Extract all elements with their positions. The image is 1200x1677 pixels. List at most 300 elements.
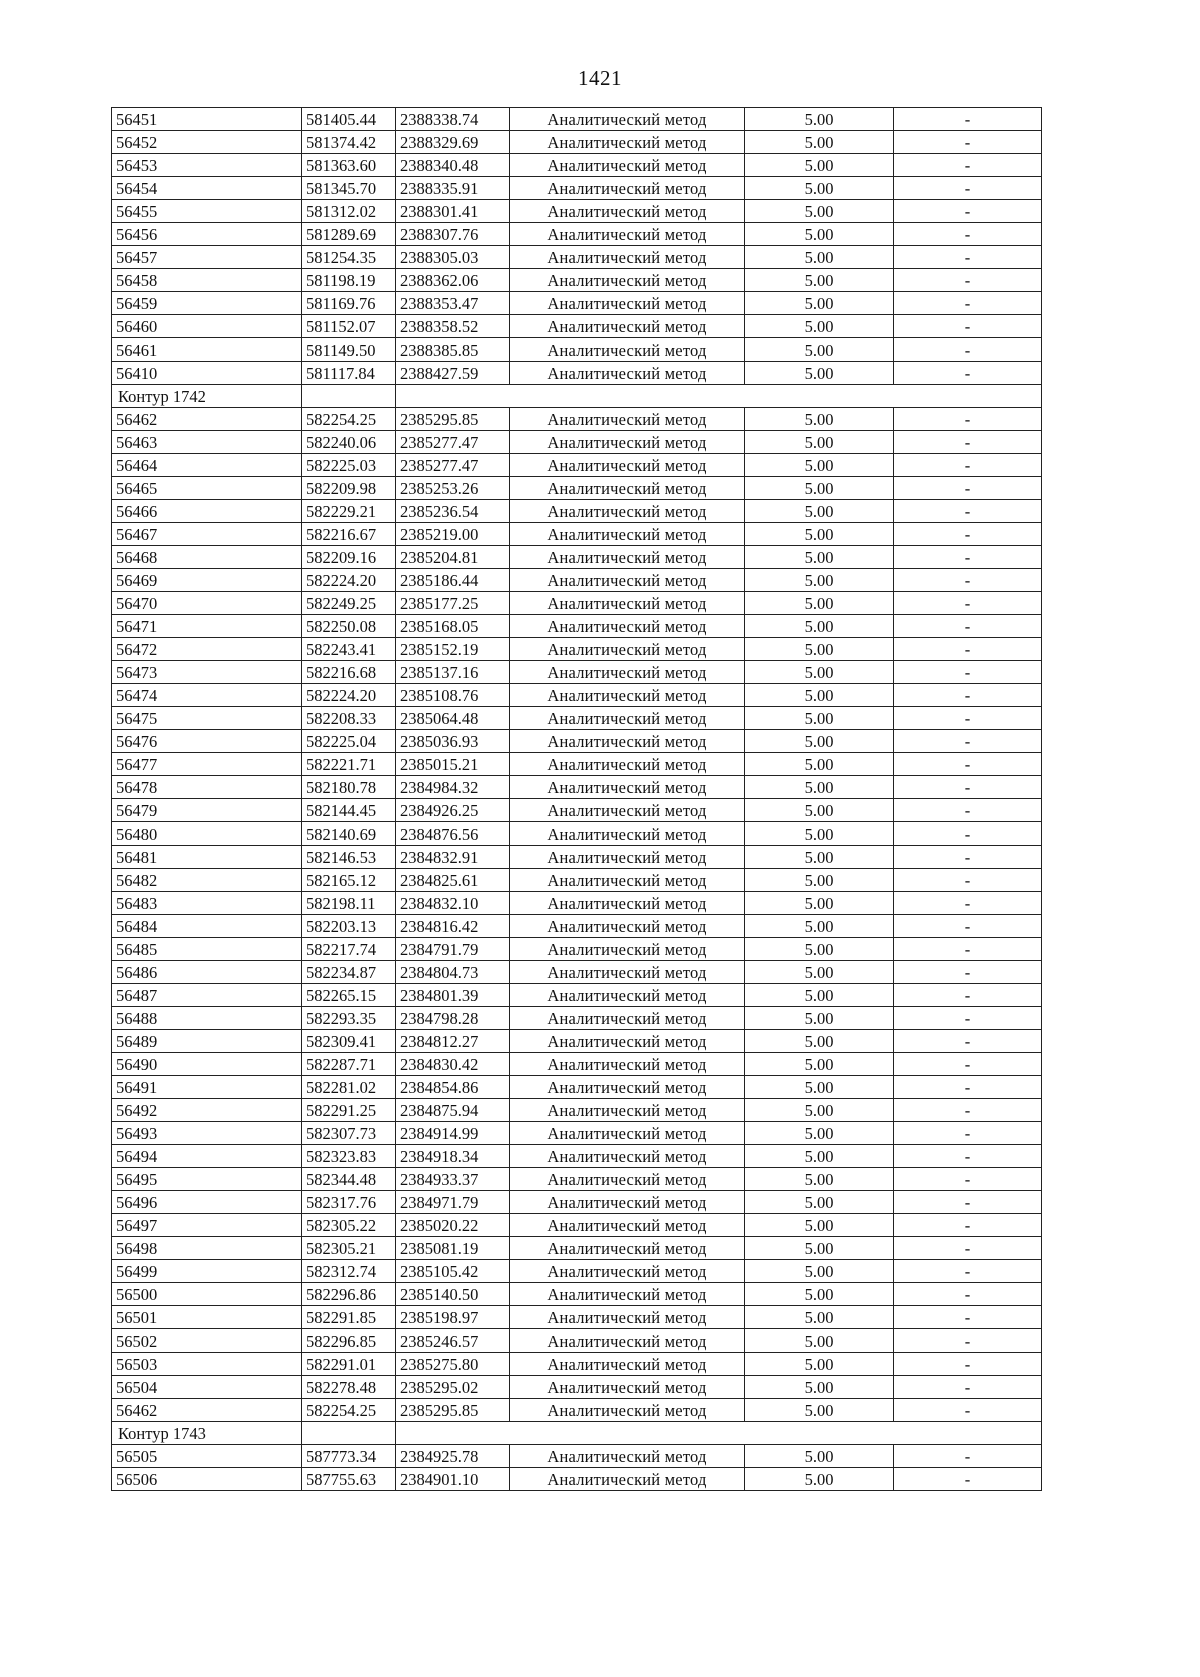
y-coordinate-cell: 2385186.44 [396,568,510,591]
table-row [112,476,1042,499]
table-row [112,430,1042,453]
x-coordinate-cell: 581289.69 [302,223,396,246]
coordinates-table [111,107,1042,1491]
x-coordinate-cell: 582234.87 [302,960,396,983]
table-row [112,200,1042,223]
point-number-cell: 56503 [112,1352,302,1375]
accuracy-cell: 5.00 [745,292,894,315]
method-cell: Аналитический метод [510,799,745,822]
x-coordinate-cell: 582216.68 [302,661,396,684]
extra-cell: - [894,269,1042,292]
method-cell: Аналитический метод [510,1052,745,1075]
point-number-cell: 56468 [112,545,302,568]
extra-cell: - [894,361,1042,384]
y-coordinate-cell: 2388329.69 [396,131,510,154]
table-row [112,1306,1042,1329]
extra-cell: - [894,200,1042,223]
table-row [112,684,1042,707]
accuracy-cell: 5.00 [745,1191,894,1214]
contour-label: Контур 1743 [112,1421,302,1444]
accuracy-cell: 5.00 [745,868,894,891]
table-row [112,1444,1042,1467]
extra-cell: - [894,845,1042,868]
x-coordinate-cell: 581149.50 [302,338,396,361]
method-cell: Аналитический метод [510,684,745,707]
method-cell: Аналитический метод [510,1099,745,1122]
extra-cell: - [894,1237,1042,1260]
y-coordinate-cell: 2384832.91 [396,845,510,868]
method-cell: Аналитический метод [510,1237,745,1260]
table-row [112,522,1042,545]
method-cell: Аналитический метод [510,753,745,776]
point-number-cell: 56497 [112,1214,302,1237]
y-coordinate-cell: 2384816.42 [396,914,510,937]
extra-cell: - [894,1444,1042,1467]
method-cell: Аналитический метод [510,453,745,476]
method-cell: Аналитический метод [510,407,745,430]
y-coordinate-cell: 2384876.56 [396,822,510,845]
accuracy-cell: 5.00 [745,799,894,822]
table-row [112,822,1042,845]
x-coordinate-cell: 582254.25 [302,1398,396,1421]
extra-cell: - [894,545,1042,568]
accuracy-cell: 5.00 [745,361,894,384]
y-coordinate-cell: 2388427.59 [396,361,510,384]
extra-cell: - [894,983,1042,1006]
point-number-cell: 56489 [112,1029,302,1052]
table-row [112,1075,1042,1098]
x-coordinate-cell: 582225.03 [302,453,396,476]
point-number-cell: 56505 [112,1444,302,1467]
x-coordinate-cell: 581374.42 [302,131,396,154]
table-row [112,568,1042,591]
point-number-cell: 56461 [112,338,302,361]
point-number-cell: 56492 [112,1099,302,1122]
method-cell: Аналитический метод [510,361,745,384]
y-coordinate-cell: 2385108.76 [396,684,510,707]
point-number-cell: 56474 [112,684,302,707]
accuracy-cell: 5.00 [745,891,894,914]
table-row [112,707,1042,730]
method-cell: Аналитический метод [510,1122,745,1145]
table-row [112,661,1042,684]
y-coordinate-cell: 2384914.99 [396,1122,510,1145]
y-coordinate-cell: 2385295.85 [396,1398,510,1421]
method-cell: Аналитический метод [510,200,745,223]
table-row [112,845,1042,868]
extra-cell: - [894,1352,1042,1375]
x-coordinate-cell: 582291.25 [302,1099,396,1122]
y-coordinate-cell: 2384830.42 [396,1052,510,1075]
point-number-cell: 56481 [112,845,302,868]
point-number-cell: 56478 [112,776,302,799]
method-cell: Аналитический метод [510,1214,745,1237]
accuracy-cell: 5.00 [745,499,894,522]
method-cell: Аналитический метод [510,591,745,614]
extra-cell: - [894,615,1042,638]
x-coordinate-cell: 582198.11 [302,891,396,914]
y-coordinate-cell: 2385015.21 [396,753,510,776]
table-row [112,1168,1042,1191]
y-coordinate-cell: 2384798.28 [396,1006,510,1029]
method-cell: Аналитический метод [510,615,745,638]
method-cell: Аналитический метод [510,983,745,1006]
table-row [112,361,1042,384]
x-coordinate-cell: 582291.85 [302,1306,396,1329]
extra-cell: - [894,476,1042,499]
method-cell: Аналитический метод [510,430,745,453]
table-row [112,131,1042,154]
extra-cell: - [894,1145,1042,1168]
y-coordinate-cell: 2385204.81 [396,545,510,568]
method-cell: Аналитический метод [510,1145,745,1168]
point-number-cell: 56410 [112,361,302,384]
accuracy-cell: 5.00 [745,1052,894,1075]
x-coordinate-cell: 582209.98 [302,476,396,499]
accuracy-cell: 5.00 [745,1398,894,1421]
table-row [112,545,1042,568]
accuracy-cell: 5.00 [745,568,894,591]
method-cell: Аналитический метод [510,177,745,200]
y-coordinate-cell: 2388385.85 [396,338,510,361]
table-row [112,1191,1042,1214]
point-number-cell: 56483 [112,891,302,914]
empty-cell [302,1421,396,1444]
y-coordinate-cell: 2388340.48 [396,154,510,177]
point-number-cell: 56460 [112,315,302,338]
x-coordinate-cell: 582249.25 [302,591,396,614]
accuracy-cell: 5.00 [745,154,894,177]
extra-cell: - [894,1006,1042,1029]
method-cell: Аналитический метод [510,1352,745,1375]
x-coordinate-cell: 582312.74 [302,1260,396,1283]
method-cell: Аналитический метод [510,338,745,361]
table-row [112,315,1042,338]
extra-cell: - [894,1375,1042,1398]
method-cell: Аналитический метод [510,914,745,937]
extra-cell: - [894,1329,1042,1352]
point-number-cell: 56494 [112,1145,302,1168]
extra-cell: - [894,730,1042,753]
point-number-cell: 56469 [112,568,302,591]
extra-cell: - [894,1306,1042,1329]
y-coordinate-cell: 2384984.32 [396,776,510,799]
extra-cell: - [894,246,1042,269]
method-cell: Аналитический метод [510,960,745,983]
extra-cell: - [894,891,1042,914]
y-coordinate-cell: 2388307.76 [396,223,510,246]
point-number-cell: 56498 [112,1237,302,1260]
table-row [112,799,1042,822]
point-number-cell: 56462 [112,1398,302,1421]
point-number-cell: 56473 [112,661,302,684]
point-number-cell: 56484 [112,914,302,937]
extra-cell: - [894,1191,1042,1214]
point-number-cell: 56464 [112,453,302,476]
coordinates-table-body [112,108,1042,1491]
point-number-cell: 56467 [112,522,302,545]
x-coordinate-cell: 582254.25 [302,407,396,430]
x-coordinate-cell: 582144.45 [302,799,396,822]
table-row [112,1237,1042,1260]
method-cell: Аналитический метод [510,154,745,177]
point-number-cell: 56488 [112,1006,302,1029]
method-cell: Аналитический метод [510,845,745,868]
x-coordinate-cell: 582203.13 [302,914,396,937]
y-coordinate-cell: 2385246.57 [396,1329,510,1352]
point-number-cell: 56486 [112,960,302,983]
y-coordinate-cell: 2384812.27 [396,1029,510,1052]
accuracy-cell: 5.00 [745,914,894,937]
x-coordinate-cell: 582323.83 [302,1145,396,1168]
point-number-cell: 56499 [112,1260,302,1283]
method-cell: Аналитический метод [510,1444,745,1467]
table-row [112,591,1042,614]
x-coordinate-cell: 582291.01 [302,1352,396,1375]
y-coordinate-cell: 2388338.74 [396,108,510,131]
x-coordinate-cell: 587773.34 [302,1444,396,1467]
x-coordinate-cell: 582180.78 [302,776,396,799]
y-coordinate-cell: 2385295.02 [396,1375,510,1398]
x-coordinate-cell: 582293.35 [302,1006,396,1029]
method-cell: Аналитический метод [510,1306,745,1329]
y-coordinate-cell: 2385152.19 [396,638,510,661]
y-coordinate-cell: 2385275.80 [396,1352,510,1375]
y-coordinate-cell: 2384854.86 [396,1075,510,1098]
empty-cell [396,384,1042,407]
x-coordinate-cell: 582217.74 [302,937,396,960]
accuracy-cell: 5.00 [745,522,894,545]
y-coordinate-cell: 2384825.61 [396,868,510,891]
table-row [112,177,1042,200]
accuracy-cell: 5.00 [745,730,894,753]
point-number-cell: 56471 [112,615,302,638]
accuracy-cell: 5.00 [745,1006,894,1029]
table-row [112,1145,1042,1168]
extra-cell: - [894,453,1042,476]
point-number-cell: 56482 [112,868,302,891]
accuracy-cell: 5.00 [745,753,894,776]
x-coordinate-cell: 582208.33 [302,707,396,730]
accuracy-cell: 5.00 [745,615,894,638]
point-number-cell: 56495 [112,1168,302,1191]
point-number-cell: 56500 [112,1283,302,1306]
accuracy-cell: 5.00 [745,1214,894,1237]
method-cell: Аналитический метод [510,638,745,661]
point-number-cell: 56470 [112,591,302,614]
extra-cell: - [894,822,1042,845]
point-number-cell: 56502 [112,1329,302,1352]
x-coordinate-cell: 582278.48 [302,1375,396,1398]
table-row [112,338,1042,361]
accuracy-cell: 5.00 [745,776,894,799]
method-cell: Аналитический метод [510,568,745,591]
table-row [112,1260,1042,1283]
y-coordinate-cell: 2388353.47 [396,292,510,315]
point-number-cell: 56506 [112,1467,302,1490]
x-coordinate-cell: 582296.85 [302,1329,396,1352]
x-coordinate-cell: 581169.76 [302,292,396,315]
x-coordinate-cell: 582243.41 [302,638,396,661]
x-coordinate-cell: 582296.86 [302,1283,396,1306]
method-cell: Аналитический метод [510,1075,745,1098]
table-row [112,615,1042,638]
point-number-cell: 56465 [112,476,302,499]
x-coordinate-cell: 582317.76 [302,1191,396,1214]
x-coordinate-cell: 581152.07 [302,315,396,338]
accuracy-cell: 5.00 [745,269,894,292]
accuracy-cell: 5.00 [745,1375,894,1398]
extra-cell: - [894,223,1042,246]
table-row [112,1214,1042,1237]
y-coordinate-cell: 2385140.50 [396,1283,510,1306]
table-row [112,453,1042,476]
point-number-cell: 56487 [112,983,302,1006]
x-coordinate-cell: 582281.02 [302,1075,396,1098]
x-coordinate-cell: 587755.63 [302,1467,396,1490]
method-cell: Аналитический метод [510,522,745,545]
method-cell: Аналитический метод [510,1283,745,1306]
extra-cell: - [894,338,1042,361]
point-number-cell: 56462 [112,407,302,430]
x-coordinate-cell: 582287.71 [302,1052,396,1075]
accuracy-cell: 5.00 [745,591,894,614]
point-number-cell: 56476 [112,730,302,753]
method-cell: Аналитический метод [510,822,745,845]
y-coordinate-cell: 2388305.03 [396,246,510,269]
y-coordinate-cell: 2384804.73 [396,960,510,983]
accuracy-cell: 5.00 [745,1122,894,1145]
accuracy-cell: 5.00 [745,246,894,269]
extra-cell: - [894,1168,1042,1191]
contour-label: Контур 1742 [112,384,302,407]
point-number-cell: 56479 [112,799,302,822]
extra-cell: - [894,568,1042,591]
point-number-cell: 56493 [112,1122,302,1145]
method-cell: Аналитический метод [510,1375,745,1398]
extra-cell: - [894,707,1042,730]
y-coordinate-cell: 2384933.37 [396,1168,510,1191]
accuracy-cell: 5.00 [745,453,894,476]
y-coordinate-cell: 2385198.97 [396,1306,510,1329]
accuracy-cell: 5.00 [745,545,894,568]
method-cell: Аналитический метод [510,1260,745,1283]
y-coordinate-cell: 2385295.85 [396,407,510,430]
extra-cell: - [894,776,1042,799]
method-cell: Аналитический метод [510,707,745,730]
table-row [112,1283,1042,1306]
table-row [112,1029,1042,1052]
accuracy-cell: 5.00 [745,638,894,661]
accuracy-cell: 5.00 [745,1099,894,1122]
table-row [112,983,1042,1006]
accuracy-cell: 5.00 [745,315,894,338]
extra-cell: - [894,1398,1042,1421]
table-row [112,776,1042,799]
y-coordinate-cell: 2385277.47 [396,430,510,453]
extra-cell: - [894,1283,1042,1306]
table-row [112,1398,1042,1421]
method-cell: Аналитический метод [510,1191,745,1214]
x-coordinate-cell: 581254.35 [302,246,396,269]
extra-cell: - [894,1075,1042,1098]
accuracy-cell: 5.00 [745,1168,894,1191]
accuracy-cell: 5.00 [745,1237,894,1260]
extra-cell: - [894,1099,1042,1122]
method-cell: Аналитический метод [510,292,745,315]
y-coordinate-cell: 2384926.25 [396,799,510,822]
y-coordinate-cell: 2385168.05 [396,615,510,638]
table-row [112,1352,1042,1375]
x-coordinate-cell: 581405.44 [302,108,396,131]
accuracy-cell: 5.00 [745,200,894,223]
method-cell: Аналитический метод [510,1398,745,1421]
extra-cell: - [894,1029,1042,1052]
extra-cell: - [894,937,1042,960]
x-coordinate-cell: 582146.53 [302,845,396,868]
y-coordinate-cell: 2384875.94 [396,1099,510,1122]
point-number-cell: 56496 [112,1191,302,1214]
table-row [112,1375,1042,1398]
x-coordinate-cell: 582165.12 [302,868,396,891]
extra-cell: - [894,1122,1042,1145]
table-row [112,638,1042,661]
extra-cell: - [894,684,1042,707]
method-cell: Аналитический метод [510,131,745,154]
extra-cell: - [894,868,1042,891]
y-coordinate-cell: 2388301.41 [396,200,510,223]
table-row [112,1467,1042,1490]
contour-header-row [112,384,1042,407]
method-cell: Аналитический метод [510,1168,745,1191]
accuracy-cell: 5.00 [745,707,894,730]
x-coordinate-cell: 581198.19 [302,269,396,292]
table-row [112,960,1042,983]
point-number-cell: 56472 [112,638,302,661]
y-coordinate-cell: 2385236.54 [396,499,510,522]
accuracy-cell: 5.00 [745,1075,894,1098]
extra-cell: - [894,914,1042,937]
point-number-cell: 56501 [112,1306,302,1329]
point-number-cell: 56490 [112,1052,302,1075]
accuracy-cell: 5.00 [745,960,894,983]
x-coordinate-cell: 582307.73 [302,1122,396,1145]
y-coordinate-cell: 2384832.10 [396,891,510,914]
method-cell: Аналитический метод [510,1006,745,1029]
accuracy-cell: 5.00 [745,1467,894,1490]
point-number-cell: 56463 [112,430,302,453]
method-cell: Аналитический метод [510,269,745,292]
accuracy-cell: 5.00 [745,430,894,453]
accuracy-cell: 5.00 [745,845,894,868]
point-number-cell: 56477 [112,753,302,776]
table-row [112,1052,1042,1075]
y-coordinate-cell: 2385277.47 [396,453,510,476]
table-row [112,154,1042,177]
point-number-cell: 56485 [112,937,302,960]
y-coordinate-cell: 2385253.26 [396,476,510,499]
contour-header-row [112,1421,1042,1444]
point-number-cell: 56457 [112,246,302,269]
table-row [112,891,1042,914]
table-row [112,1006,1042,1029]
method-cell: Аналитический метод [510,776,745,799]
x-coordinate-cell: 581345.70 [302,177,396,200]
point-number-cell: 56475 [112,707,302,730]
accuracy-cell: 5.00 [745,1306,894,1329]
x-coordinate-cell: 582224.20 [302,684,396,707]
point-number-cell: 56459 [112,292,302,315]
